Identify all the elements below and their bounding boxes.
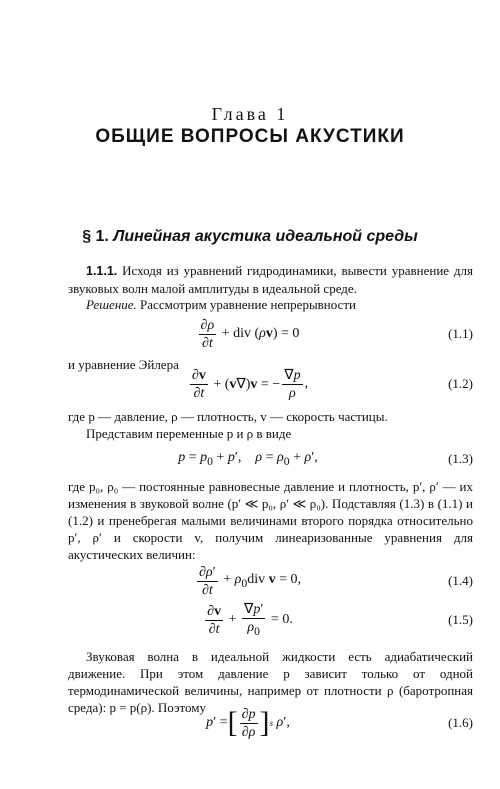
chapter-label: Глава 1 xyxy=(211,104,289,124)
equation-1-6 xyxy=(68,703,473,743)
solution-text: Рассмотрим уравнение непрерывности xyxy=(140,297,357,312)
equation-number: (1.6) xyxy=(448,715,473,730)
equation-1-4 xyxy=(68,562,473,600)
equation-1-2-body: $\frac{\partial v}{\partial t}$ + (v∇)v = − $\frac{\nabla p}{\rho}$ , xyxy=(191,367,309,401)
equation-1-5-body: $\frac{\partial v}{\partial t}$ + $\frac{\nabla p'}{\rho_0}$ = 0. xyxy=(207,601,293,638)
equation-1-4-body: $\frac{\partial\rho'}{\partial t}$ + $\rho_0div$ v = 0, xyxy=(199,564,301,598)
section-title xyxy=(0,228,500,246)
problem-paragraph xyxy=(68,262,473,297)
represent-text: Представим переменные p и ρ в виде xyxy=(86,426,292,441)
section-title-text: Линейная акустика идеальной среды xyxy=(113,228,418,245)
equation-number: (1.4) xyxy=(448,573,473,588)
equation-1-1-body: $\frac{\partial\rho}{\partial t}$ + div (ρv) = 0 xyxy=(200,317,300,351)
adiabatic-text: Звуковая волна в идеальной жидкости есть адиабатический движение. При этом давление p зависит только от одной термодинамической величины, например от плотности ρ (баротропная среда): p = p(ρ). Поэтому xyxy=(68,649,473,715)
equation-number: (1.3) xyxy=(448,451,473,466)
equation-number: (1.5) xyxy=(448,612,473,627)
solution-label: Решение. xyxy=(86,297,137,312)
equation-1-6-body: p′ = [ $\frac{\partial p}{\partial\rho}$ ] s ρ′, xyxy=(206,706,290,740)
equation-1-3-body: $p = p_0 + p'$, $\rho = \rho_0 + \rho'$, xyxy=(178,450,318,468)
linearized-text: где p₀, ρ₀ — постоянные равновесные давление и плотность, p′, ρ′ — их изменения в звуковой волне (p′ ≪ p₀, ρ′ ≪ ρ₀). Подставляя (1.3) в (1.1) и (1.2) и пренебрегая малыми величинами второго порядка относительно p′, ρ′ и скорости v, получим линеаризованные уравнения для акустических величин: xyxy=(68,479,473,562)
where-text: где p — давление, ρ — плотность, v — скорость частицы. xyxy=(68,409,388,424)
problem-text: Исходя из уравнений гидродинамики, вывести уравнение для звуковых волн малой амплитуды в идеальной среде. xyxy=(68,263,474,296)
section-sign: § 1. xyxy=(82,228,109,245)
equation-number: (1.1) xyxy=(448,326,473,341)
chapter-title: ОБЩИЕ ВОПРОСЫ АКУСТИКИ xyxy=(95,126,405,147)
equation-1-5 xyxy=(68,600,473,640)
euler-intro: и уравнение Эйлера xyxy=(68,357,179,372)
equation-1-3 xyxy=(68,445,473,473)
solution-paragraph xyxy=(68,296,473,313)
equation-number: (1.2) xyxy=(448,376,473,391)
equation-1-2 xyxy=(68,364,473,404)
equation-1-1 xyxy=(68,316,473,352)
problem-number: 1.1.1. xyxy=(86,264,118,278)
